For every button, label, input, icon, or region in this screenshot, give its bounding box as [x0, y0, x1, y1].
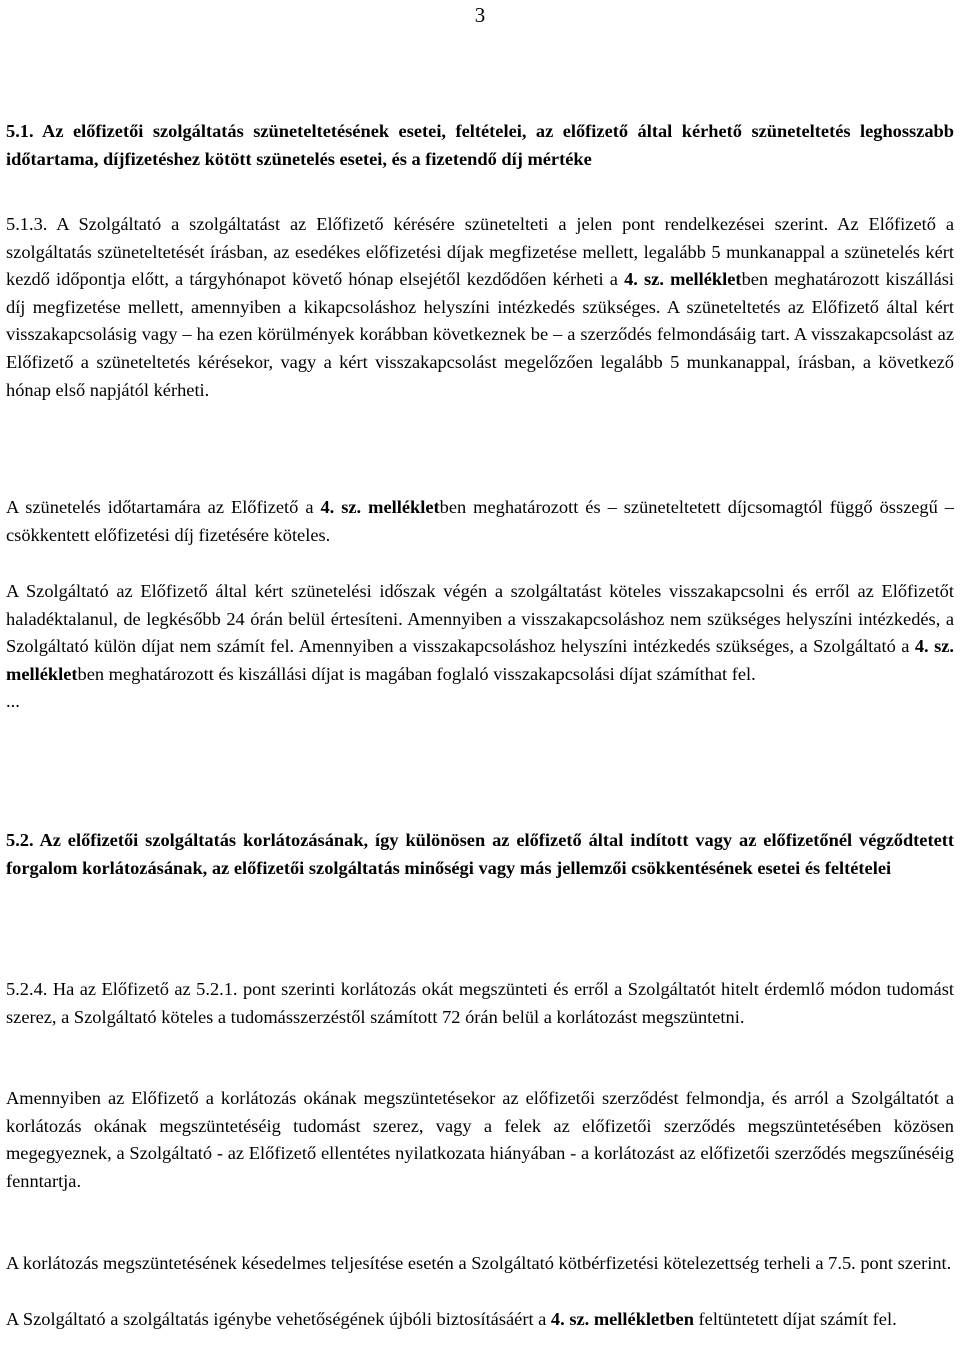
- annex-reference: 4. sz.: [914, 636, 954, 657]
- section-5-2-heading: 5.2. Az előfizetői szolgáltatás korlátozásának, így különösen az előfizető által indított vagy az előfizetőnél végződtetett forgalom korlátozásának, az előfizetői szolgáltatás minőségi vagy más jellemzői csökkentésének esetei és feltételei: [6, 830, 954, 878]
- text-segment: A szünetelés időtartamára az Előfizető a: [6, 497, 321, 517]
- reconnection-paragraph: [6, 578, 954, 716]
- annex-word: melléklet: [670, 269, 742, 290]
- section-5-1-3-paragraph: [6, 211, 954, 404]
- text-segment: meghatározott és kiszállási díjat is magában foglaló visszakapcsolási díjat számíthat fel.: [104, 663, 756, 684]
- annex-word: melléklet: [368, 497, 440, 517]
- annex-suffix: ben: [741, 269, 769, 290]
- annex-reference: 4. sz. mellékletben: [550, 1309, 694, 1329]
- suspension-fee-paragraph: [6, 494, 954, 549]
- annex-word: melléklet: [6, 663, 78, 684]
- section-5-1-heading: 5.1. Az előfizetői szolgáltatás szüneteltetésének esetei, feltételei, az előfizető által kérhető szüneteltetés leghosszabb időtartama, díjfizetéshez kötött szünetelés esetei, és a fizetendő díj mértéke: [6, 121, 954, 169]
- penalty-paragraph: A korlátozás megszüntetésének késedelmes teljesítése esetén a Szolgáltató kötbérfizetési kötelezettség terheli a 7.5. pont szerint.: [6, 1253, 952, 1273]
- ellipsis: ...: [6, 691, 20, 712]
- page-number: 3: [474, 3, 486, 27]
- text-segment: 5.1.3. A Szolgáltató a szolgáltatást az Előfizető kérésére szünetelteti a jelen pont rendelkezései szerint. Az Előfizető a szolgáltatás szüneteltetését írásban, az esedékes előfizetési díjak megfizetése mellett, legalább 5 munkanappal a szünetelés kért kezdő időpontja előtt, a tárgyhónapot követő hónap elsejétől kezdődően kérheti a: [6, 214, 954, 290]
- section-5-2-4-paragraph: 5.2.4. Ha az Előfizető az 5.2.1. pont szerinti korlátozás okát megszünteti és erről a Szolgáltatót hitelt érdemlő módon tudomást szerez, a Szolgáltató köteles a tudomásszerzéstől számított 72 órán belül a korlátozást megszüntetni.: [6, 979, 954, 1027]
- restoration-fee-paragraph: [6, 1306, 954, 1334]
- annex-reference: 4. sz.: [624, 269, 664, 290]
- text-segment: meghatározott és – szüneteltetett díjcsomagtól függő összegű – csökkentett előfizetési díj fizetésére köteles.: [6, 497, 954, 545]
- annex-suffix: ben: [77, 663, 105, 684]
- text-segment: A Szolgáltató a szolgáltatás igénybe vehetőségének újbóli biztosításáért a: [6, 1309, 551, 1329]
- termination-paragraph: Amennyiben az Előfizető a korlátozás okának megszüntetésekor az előfizetői szerződést felmondja, és arról a Szolgáltatót a korlátozás okának megszüntetéséig tudomást szerez, vagy a felek az előfizetői szerződés megszüntetésében közösen megegyeznek, a Szolgáltató - az Előfizető ellentétes nyilatkozata hiányában - a korlátozást az előfizetői szerződés megszűnéséig fenntartja.: [6, 1088, 954, 1191]
- text-segment: feltüntetett díjat számít fel.: [693, 1309, 897, 1329]
- text-segment: meghatározott kiszállási díj megfizetése mellett, amennyiben a kikapcsoláshoz helyszíni intézkedés szükséges. A szüneteltetés az Előfizető által kért visszakapcsolásig vagy – ha ezen körülmények korábban következnek be – a szerződés felmondásáig tart. A visszakapcsolást az Előfizető a szüneteltetés kérésekor, vagy a kért visszakapcsolást megelőzően legalább 5 munkanappal, írásban, a következő hónap első napjától kérheti.: [6, 269, 955, 400]
- annex-suffix: ben: [439, 497, 467, 517]
- text-segment: A Szolgáltató az Előfizető által kért szünetelési időszak végén a szolgáltatást köteles visszakapcsolni és erről az Előfizetőt haladéktalanul, de legkésőbb 24 órán belül értesíteni. Amennyiben a visszakapcsoláshoz nem szükséges helyszíni intézkedés, a Szolgáltató külön díjat nem számít fel. Amennyiben a visszakapcsoláshoz helyszíni intézkedés szükséges, a Szolgáltató a: [6, 581, 954, 657]
- annex-reference: 4. sz.: [320, 497, 362, 517]
